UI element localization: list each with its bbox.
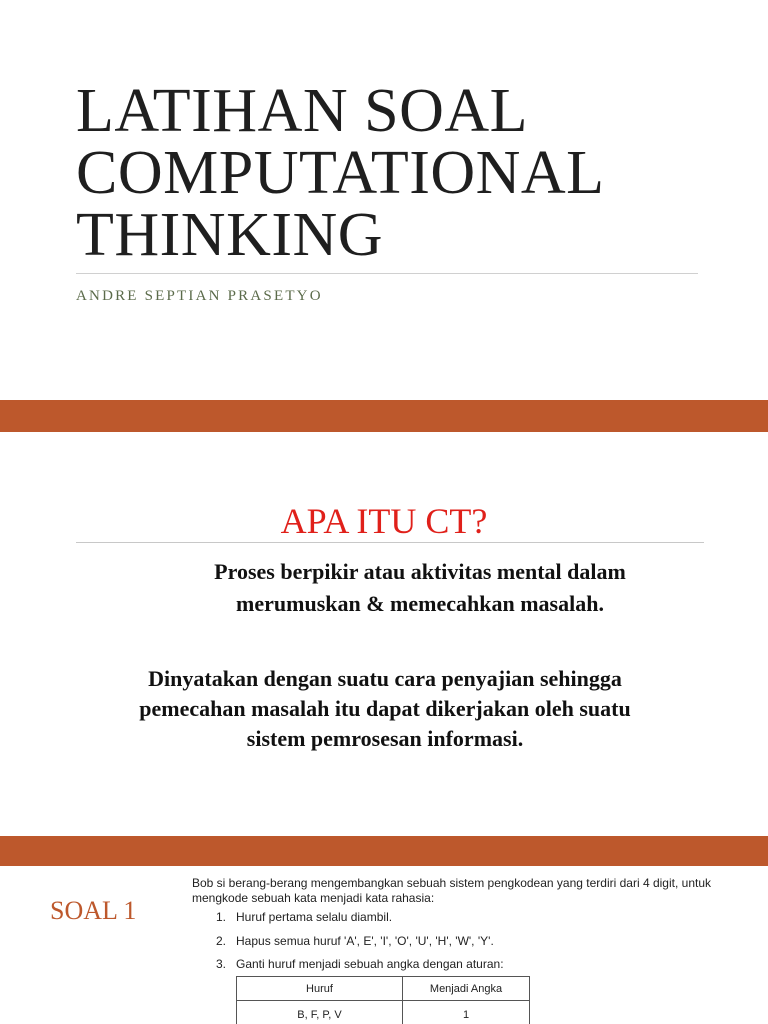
paragraph-line: Proses berpikir atau aktivitas mental dalam	[214, 559, 626, 584]
problem-intro	[192, 876, 732, 906]
title-divider	[76, 542, 704, 543]
presentation-title	[76, 77, 726, 269]
step-number: 1.	[216, 910, 227, 924]
rule-step-3	[216, 957, 504, 971]
title-line-3: THINKING	[76, 201, 384, 269]
title-line-1: LATIHAN SOAL	[76, 77, 529, 145]
step-text: Ganti huruf menjadi sebuah angka dengan aturan:	[236, 957, 504, 971]
table-row	[237, 1001, 530, 1024]
definition-slide	[0, 432, 768, 836]
letter-number-table	[236, 976, 530, 1024]
title-divider	[76, 273, 698, 274]
table-header-row	[237, 977, 530, 1001]
intro-line: mengkode sebuah kata menjadi kata rahasia:	[192, 891, 435, 905]
paragraph-line: merumuskan & memecahkan masalah.	[236, 591, 604, 616]
title-slide	[0, 0, 768, 400]
header-huruf: Huruf	[237, 977, 403, 1001]
paragraph-line: sistem pemrosesan informasi.	[246, 726, 524, 751]
paragraph-line: pemecahan masalah itu dapat dikerjakan oleh suatu	[139, 696, 631, 721]
step-text: Huruf pertama selalu diambil.	[236, 910, 393, 924]
slide-title-soal: SOAL 1	[50, 896, 137, 925]
paragraph-line: Dinyatakan dengan suatu cara penyajian sehingga	[148, 666, 622, 691]
table-cell-letters: B, F, P, V	[237, 1001, 403, 1024]
intro-line: Bob si berang-berang mengembangkan sebuah sistem pengkodean yang terdiri dari 4 digit, untuk	[192, 876, 711, 890]
slide-separator	[0, 836, 768, 866]
header-menjadi-angka: Menjadi Angka	[403, 977, 530, 1001]
slide-title-ct: APA ITU CT?	[280, 501, 488, 541]
explanation-paragraph	[80, 664, 690, 754]
author-name: ANDRE SEPTIAN PRASETYO	[76, 288, 323, 304]
slide-separator	[0, 400, 768, 432]
rule-step-1	[216, 910, 392, 924]
rule-step-2	[216, 934, 494, 948]
step-text: Hapus semua huruf 'A', E', 'I', 'O', 'U', 'H', 'W', 'Y'.	[236, 934, 494, 948]
definition-paragraph	[150, 556, 690, 620]
table-cell-number: 1	[403, 1001, 530, 1024]
title-line-2: COMPUTATIONAL	[76, 139, 605, 207]
step-number: 3.	[216, 957, 227, 971]
step-number: 2.	[216, 934, 227, 948]
